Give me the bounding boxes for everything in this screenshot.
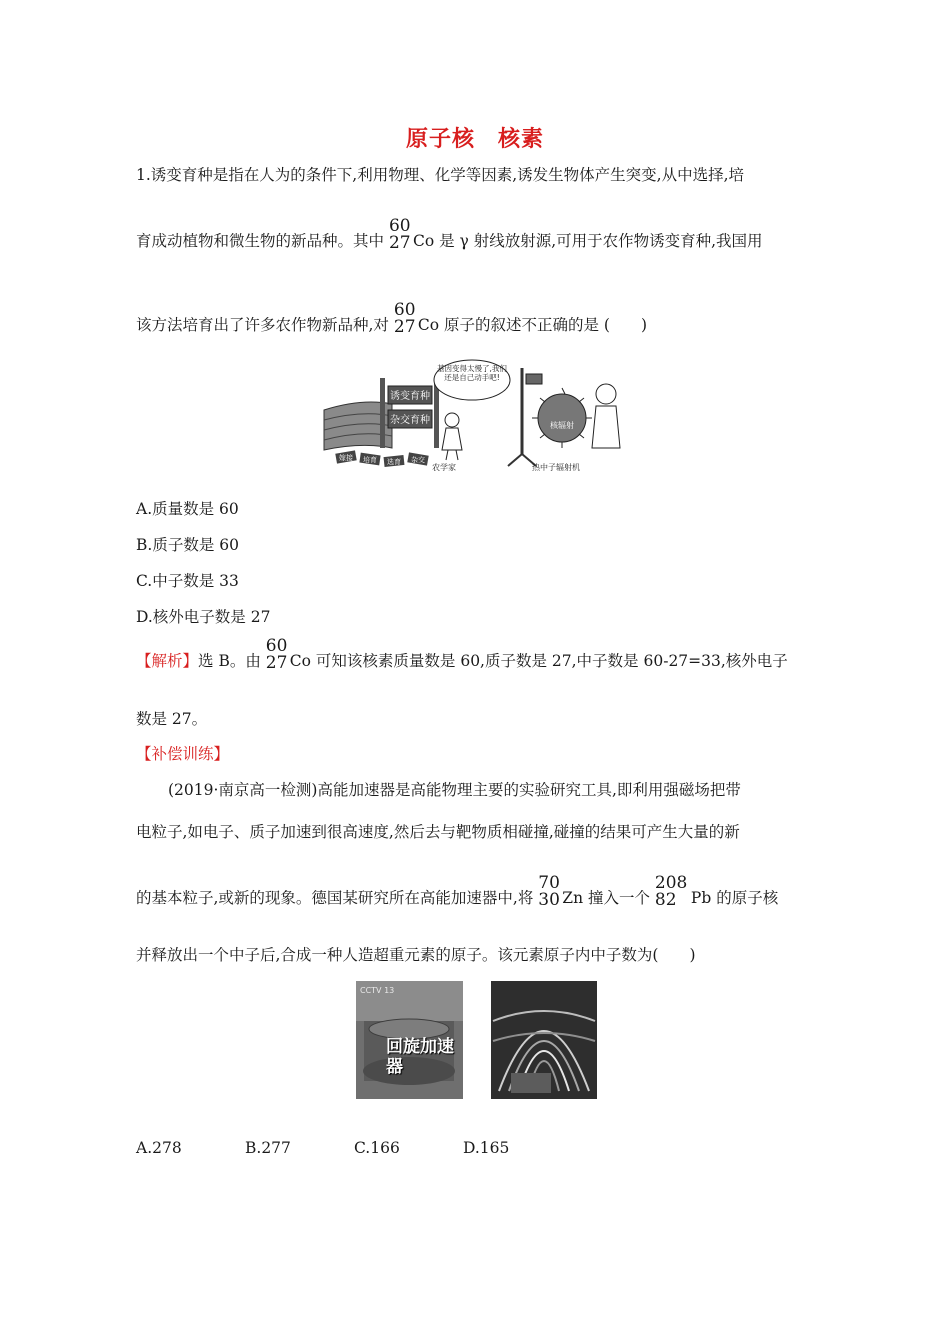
extra-line-3-pre: 的基本粒子,或新的现象。德国某研究所在高能加速器中,将: [136, 889, 534, 907]
extra-option-b: B.277: [245, 1139, 291, 1157]
extra-line-3: [136, 873, 779, 910]
q1-line-2-pre: 育成动植物和微生物的新品种。其中: [136, 232, 385, 250]
label-agronomist: 农学家: [432, 463, 456, 472]
isotope-zn-70: [538, 873, 562, 910]
extra-line-1: (2019·南京高一检测)高能加速器是高能物理主要的实验研究工具,即利用强磁场把带: [168, 781, 741, 799]
label-neutron-irradiator: 热中子辐射机: [532, 463, 580, 472]
extra-tag: 【补偿训练】: [136, 745, 230, 763]
mutation-breeding-illustration: [322, 358, 642, 478]
analysis-tag: 【解析】: [136, 652, 199, 670]
atomic-number: 27: [265, 653, 288, 673]
extra-line-3-post: Pb 的原子核: [690, 889, 779, 907]
cyclotron-photo: [356, 981, 463, 1099]
page-title: 原子核 核素: [405, 126, 544, 152]
option-b: B.质子数是 60: [136, 536, 239, 554]
extra-line-4: 并释放出一个中子后,合成一种人造超重元素的原子。该元素原子内中子数为( ): [136, 946, 696, 964]
ground-tile: 杂交: [411, 456, 425, 464]
q1-line-2: [136, 216, 763, 253]
speech-bubble-text: 基因变得太慢了,我们还是自己动手吧!: [437, 364, 507, 382]
analysis-line-2: 数是 27。: [136, 710, 208, 728]
atomic-number: 27: [388, 233, 411, 253]
analysis-post: Co 可知该核素质量数是 60,质子数是 27,中子数是 60-27=33,核外电子: [289, 652, 788, 670]
isotope-co-60: [388, 216, 413, 253]
extra-line-3-mid: Zn 撞入一个: [562, 889, 650, 907]
extra-line-2: 电粒子,如电子、质子加速到很高速度,然后去与靶物质相碰撞,碰撞的结果可产生大量的新: [136, 823, 740, 841]
tv-logo: CCTV 13: [360, 986, 395, 995]
mass-number: 70: [538, 873, 560, 893]
mass-number: 208: [654, 873, 688, 893]
isotope-co-60: [265, 636, 290, 673]
isotope-co-60: [393, 300, 418, 337]
isotope-pb-208: [654, 873, 691, 910]
option-c: C.中子数是 33: [136, 572, 239, 590]
q1-line-2-post: Co 是 γ 射线放射源,可用于农作物诱变育种,我国用: [412, 232, 763, 250]
analysis-line-1: [136, 636, 788, 673]
ground-tile: 培育: [363, 456, 377, 464]
ground-tile: 嫁接: [339, 454, 353, 462]
mass-number: 60: [388, 216, 411, 236]
q1-line-1: 1.诱变育种是指在人为的条件下,利用物理、化学等因素,诱发生物体产生突变,从中选择,培: [136, 166, 744, 184]
ground-tile: 选育: [387, 458, 401, 466]
extra-option-a: A.278: [136, 1139, 182, 1157]
q1-line-3-post: Co 原子的叙述不正确的是 ( ): [417, 316, 648, 334]
atomic-number: 82: [654, 890, 677, 910]
mass-number: 60: [393, 300, 416, 320]
mass-number: 60: [265, 636, 288, 656]
option-a: A.质量数是 60: [136, 500, 239, 518]
analysis-pre: 选 B。由: [198, 652, 261, 670]
extra-option-c: C.166: [354, 1139, 400, 1157]
atomic-number: 30: [538, 890, 560, 910]
q1-line-3: [136, 300, 648, 337]
sign-cross-breeding: 杂交育种: [390, 415, 430, 426]
option-d: D.核外电子数是 27: [136, 608, 271, 626]
atomic-number: 27: [393, 317, 416, 337]
cyclotron-caption: 回旋加速器: [386, 1037, 454, 1077]
q1-line-3-pre: 该方法培育出了许多农作物新品种,对: [136, 316, 389, 334]
label-radiation-ball: 核辐射: [550, 421, 574, 430]
extra-option-d: D.165: [463, 1139, 510, 1157]
sign-mutation-breeding: 诱变育种: [390, 391, 430, 402]
accelerator-tunnel-photo: [491, 981, 597, 1099]
